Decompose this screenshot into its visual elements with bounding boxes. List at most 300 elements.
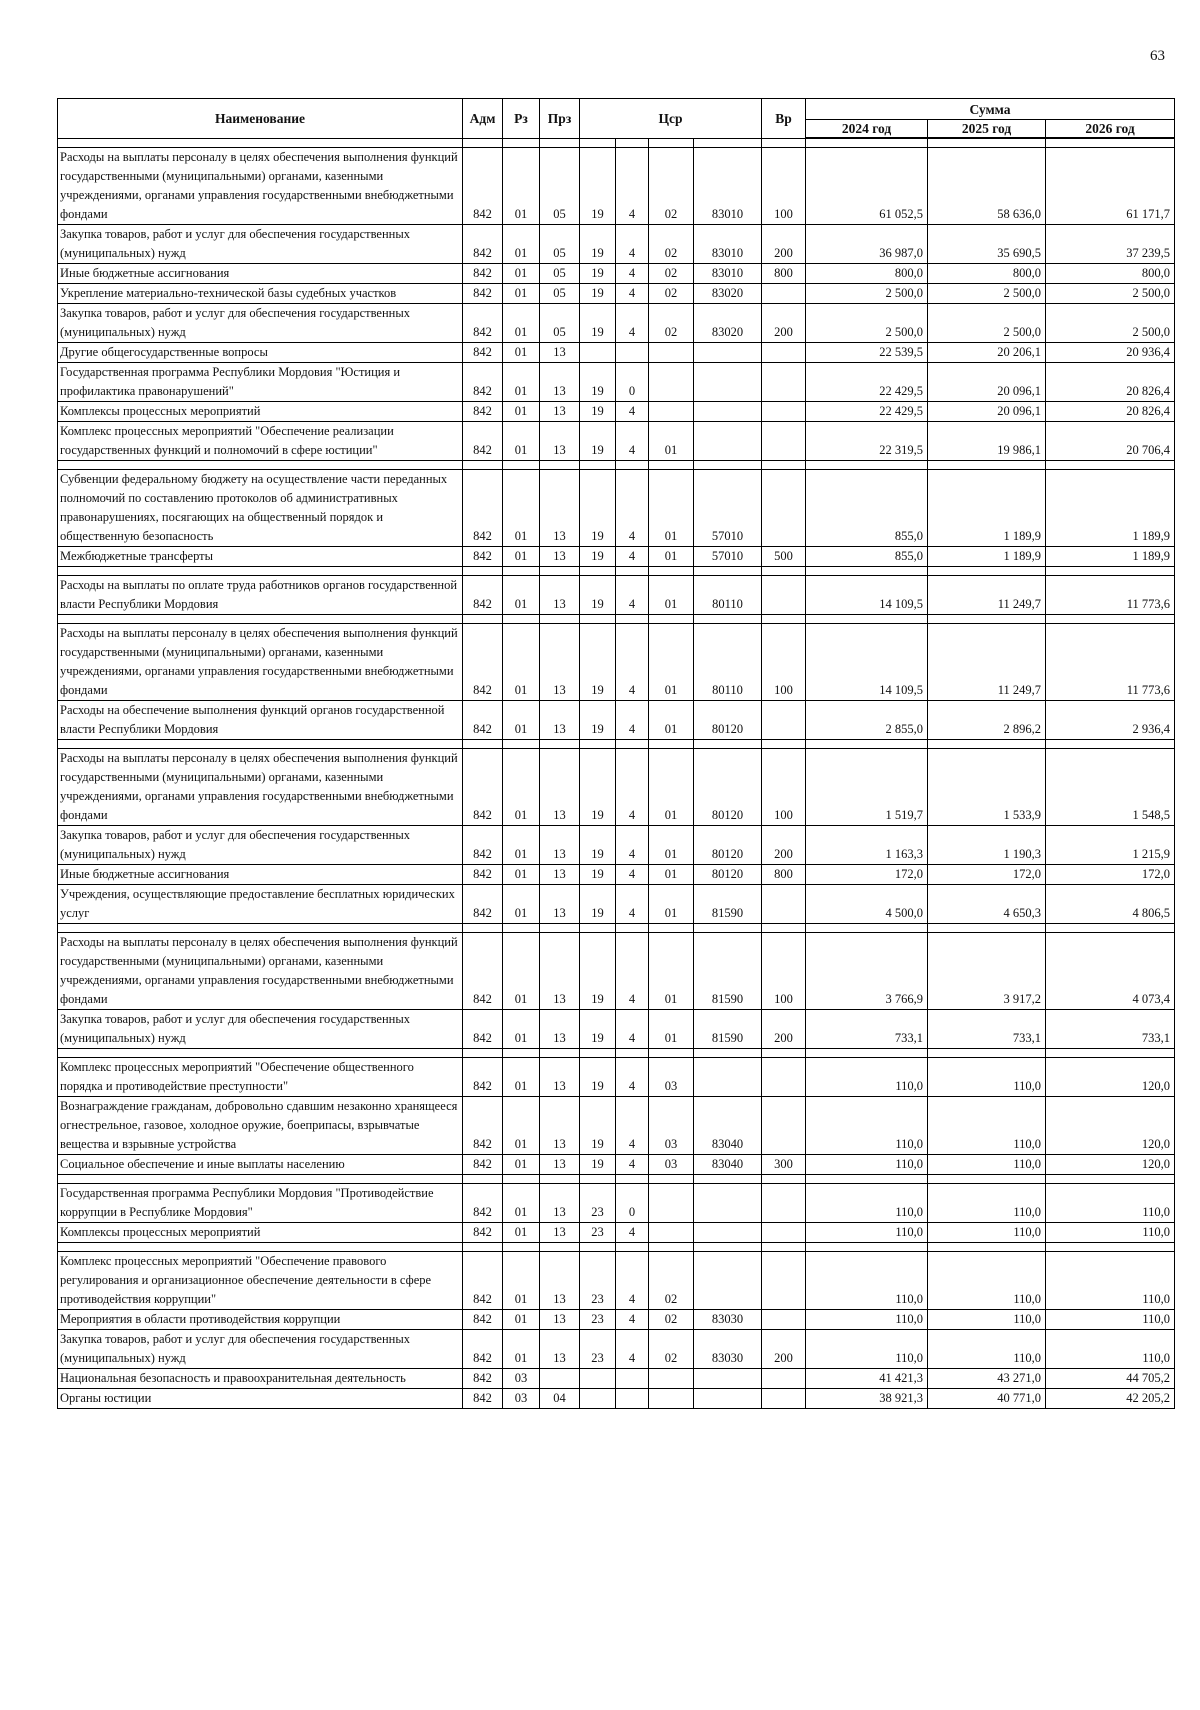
cell-csr-complex [649,363,694,402]
cell-adm: 842 [463,1223,503,1243]
cell-sum-2026: 1 189,9 [1046,547,1175,567]
spacer-cell [616,138,649,148]
cell-csr-program: 19 [580,148,616,225]
cell-csr-program [580,1369,616,1389]
spacer-cell [928,138,1046,148]
spacer-cell [806,1049,928,1058]
cell-csr-complex: 01 [649,422,694,461]
spacer-cell [58,461,463,470]
spacer-cell [694,740,762,749]
cell-adm: 842 [463,304,503,343]
cell-sum-2025: 110,0 [928,1058,1046,1097]
spacer-cell [1046,924,1175,933]
spacer-cell [580,1049,616,1058]
cell-sum-2025: 110,0 [928,1330,1046,1369]
spacer-cell [503,924,540,933]
spacer-cell [806,138,928,148]
cell-csr-program: 19 [580,363,616,402]
table-row [58,1010,1175,1049]
cell-sum-2024: 41 421,3 [806,1369,928,1389]
spacer-cell [540,138,580,148]
cell-csr-direction [694,1252,762,1310]
table-row [58,1155,1175,1175]
cell-csr-program: 19 [580,284,616,304]
cell-csr-type [616,1389,649,1409]
cell-prz: 13 [540,402,580,422]
cell-name: Комплекс процессных мероприятий "Обеспечение общественного порядка и противодействие преступности" [58,1058,463,1097]
cell-csr-complex: 02 [649,1310,694,1330]
cell-csr-program: 19 [580,422,616,461]
cell-csr-direction: 80120 [694,826,762,865]
cell-sum-2026: 20 826,4 [1046,363,1175,402]
cell-name: Закупка товаров, работ и услуг для обеспечения государственных (муниципальных) нужд [58,1330,463,1369]
cell-sum-2024: 3 766,9 [806,933,928,1010]
spacer-cell [58,567,463,576]
spacer-cell [806,567,928,576]
spacer-cell [649,461,694,470]
cell-csr-program: 19 [580,1010,616,1049]
cell-csr-type: 4 [616,402,649,422]
cell-name: Субвенции федеральному бюджету на осуществление части переданных полномочий по составлению протоколов об административных правонарушениях, посягающих на общественный порядок и общественную безопасность [58,470,463,547]
cell-csr-type [616,343,649,363]
cell-csr-complex: 01 [649,933,694,1010]
spacer-cell [649,615,694,624]
cell-csr-program: 23 [580,1252,616,1310]
cell-adm: 842 [463,1097,503,1155]
spacer-cell [762,567,806,576]
cell-prz: 13 [540,1223,580,1243]
spacer-cell [616,740,649,749]
cell-csr-complex [649,343,694,363]
header-csr: Цср [580,99,762,139]
cell-csr-type: 4 [616,826,649,865]
spacer-cell [762,924,806,933]
table-row [58,1310,1175,1330]
cell-prz: 04 [540,1389,580,1409]
cell-csr-program: 23 [580,1310,616,1330]
table-row [58,826,1175,865]
spacer-cell [540,615,580,624]
cell-name: Иные бюджетные ассигнования [58,264,463,284]
cell-sum-2024: 22 429,5 [806,363,928,402]
cell-csr-program: 23 [580,1330,616,1369]
cell-sum-2025: 1 190,3 [928,826,1046,865]
cell-csr-program: 19 [580,933,616,1010]
cell-adm: 842 [463,1252,503,1310]
cell-csr-type: 4 [616,148,649,225]
cell-sum-2025: 20 096,1 [928,363,1046,402]
cell-vr [762,576,806,615]
cell-name: Мероприятия в области противодействия коррупции [58,1310,463,1330]
spacer-cell [928,461,1046,470]
spacer-cell [540,461,580,470]
table-row [58,885,1175,924]
cell-sum-2026: 44 705,2 [1046,1369,1175,1389]
cell-csr-direction: 83020 [694,304,762,343]
cell-csr-program: 19 [580,885,616,924]
cell-csr-direction [694,1369,762,1389]
cell-csr-complex: 01 [649,1010,694,1049]
cell-csr-complex [649,1184,694,1223]
cell-csr-complex: 02 [649,225,694,264]
spacer-cell [503,1049,540,1058]
cell-prz: 05 [540,304,580,343]
spacer-cell [540,567,580,576]
cell-sum-2025: 110,0 [928,1223,1046,1243]
spacer-cell [649,138,694,148]
cell-csr-program: 19 [580,826,616,865]
cell-csr-program [580,343,616,363]
cell-sum-2026: 120,0 [1046,1097,1175,1155]
cell-sum-2025: 4 650,3 [928,885,1046,924]
cell-sum-2025: 1 189,9 [928,547,1046,567]
row-spacer [58,615,1175,624]
cell-csr-direction: 83010 [694,148,762,225]
cell-rz: 01 [503,1010,540,1049]
cell-prz: 05 [540,148,580,225]
page-number: 63 [1150,48,1165,64]
spacer-cell [463,740,503,749]
cell-prz: 05 [540,284,580,304]
cell-name: Укрепление материально-технической базы судебных участков [58,284,463,304]
cell-rz: 01 [503,304,540,343]
cell-vr: 300 [762,1155,806,1175]
cell-vr: 100 [762,749,806,826]
cell-rz: 01 [503,422,540,461]
cell-name: Расходы на выплаты персоналу в целях обеспечения выполнения функций государственными (муниципальными) органами, казенными учреждениями, органами управления государственными внебюджетными фондами [58,624,463,701]
cell-sum-2026: 733,1 [1046,1010,1175,1049]
cell-csr-direction [694,1184,762,1223]
cell-vr [762,1184,806,1223]
spacer-cell [540,1243,580,1252]
spacer-cell [616,1175,649,1184]
cell-name: Социальное обеспечение и иные выплаты населению [58,1155,463,1175]
cell-adm: 842 [463,547,503,567]
cell-csr-program: 19 [580,470,616,547]
cell-csr-complex: 01 [649,576,694,615]
cell-sum-2025: 110,0 [928,1097,1046,1155]
row-spacer [58,461,1175,470]
cell-sum-2025: 733,1 [928,1010,1046,1049]
cell-csr-type: 4 [616,1330,649,1369]
cell-rz: 01 [503,1097,540,1155]
cell-rz: 01 [503,576,540,615]
cell-sum-2024: 22 539,5 [806,343,928,363]
cell-sum-2024: 1 519,7 [806,749,928,826]
spacer-cell [806,461,928,470]
cell-sum-2024: 1 163,3 [806,826,928,865]
cell-prz: 05 [540,225,580,264]
cell-vr [762,1369,806,1389]
cell-csr-complex: 01 [649,624,694,701]
cell-sum-2025: 110,0 [928,1184,1046,1223]
cell-csr-direction [694,1223,762,1243]
cell-csr-program: 19 [580,701,616,740]
spacer-cell [503,138,540,148]
cell-csr-direction: 80120 [694,701,762,740]
spacer-cell [806,740,928,749]
cell-csr-type: 4 [616,1252,649,1310]
table-row [58,1223,1175,1243]
spacer-cell [58,1049,463,1058]
cell-name: Государственная программа Республики Мордовия "Юстиция и профилактика правонарушений" [58,363,463,402]
cell-csr-program: 19 [580,547,616,567]
cell-csr-type: 4 [616,885,649,924]
cell-rz: 01 [503,826,540,865]
cell-adm: 842 [463,885,503,924]
cell-vr [762,284,806,304]
cell-name: Межбюджетные трансферты [58,547,463,567]
cell-sum-2024: 110,0 [806,1330,928,1369]
cell-rz: 01 [503,148,540,225]
cell-sum-2025: 110,0 [928,1155,1046,1175]
cell-sum-2024: 855,0 [806,547,928,567]
cell-prz: 13 [540,865,580,885]
cell-csr-direction: 83010 [694,264,762,284]
cell-vr [762,1097,806,1155]
cell-name: Расходы на выплаты по оплате труда работников органов государственной власти Республики Мордовия [58,576,463,615]
cell-adm: 842 [463,264,503,284]
cell-prz: 13 [540,701,580,740]
cell-csr-program [580,1389,616,1409]
cell-sum-2026: 110,0 [1046,1330,1175,1369]
cell-csr-program: 19 [580,865,616,885]
cell-name: Другие общегосударственные вопросы [58,343,463,363]
spacer-cell [463,567,503,576]
cell-prz: 13 [540,422,580,461]
cell-adm: 842 [463,826,503,865]
table-row [58,1097,1175,1155]
cell-name: Закупка товаров, работ и услуг для обеспечения государственных (муниципальных) нужд [58,304,463,343]
spacer-cell [580,615,616,624]
spacer-cell [694,567,762,576]
spacer-cell [694,924,762,933]
cell-rz: 01 [503,749,540,826]
cell-csr-complex: 01 [649,701,694,740]
cell-rz: 01 [503,264,540,284]
cell-name: Иные бюджетные ассигнования [58,865,463,885]
cell-prz: 13 [540,470,580,547]
cell-csr-type: 4 [616,933,649,1010]
cell-csr-program: 19 [580,576,616,615]
spacer-cell [1046,740,1175,749]
spacer-cell [58,740,463,749]
cell-name: Комплексы процессных мероприятий [58,402,463,422]
cell-vr [762,1223,806,1243]
cell-sum-2024: 36 987,0 [806,225,928,264]
cell-csr-program: 19 [580,225,616,264]
spacer-cell [616,1049,649,1058]
spacer-cell [762,1049,806,1058]
cell-csr-type: 4 [616,624,649,701]
cell-csr-complex [649,402,694,422]
table-row [58,284,1175,304]
cell-rz: 01 [503,284,540,304]
cell-csr-direction: 81590 [694,933,762,1010]
cell-csr-type: 4 [616,576,649,615]
cell-csr-complex: 03 [649,1155,694,1175]
cell-name: Комплекс процессных мероприятий "Обеспечение реализации государственных функций и полномочий в сфере юстиции" [58,422,463,461]
spacer-cell [806,1243,928,1252]
cell-sum-2026: 42 205,2 [1046,1389,1175,1409]
cell-sum-2025: 11 249,7 [928,624,1046,701]
cell-sum-2024: 14 109,5 [806,624,928,701]
cell-adm: 842 [463,1310,503,1330]
cell-name: Государственная программа Республики Мордовия "Противодействие коррупции в Республике Мордовия" [58,1184,463,1223]
cell-prz: 13 [540,363,580,402]
header-year-2025: 2025 год [928,120,1046,139]
header-vr: Вр [762,99,806,139]
spacer-cell [503,740,540,749]
cell-csr-direction: 80120 [694,749,762,826]
cell-vr: 200 [762,826,806,865]
spacer-cell [463,615,503,624]
cell-prz: 13 [540,826,580,865]
cell-csr-type: 4 [616,284,649,304]
cell-sum-2024: 110,0 [806,1310,928,1330]
spacer-cell [580,740,616,749]
table-row [58,148,1175,225]
cell-csr-complex: 01 [649,885,694,924]
table-row [58,576,1175,615]
cell-csr-type: 4 [616,701,649,740]
cell-sum-2024: 2 855,0 [806,701,928,740]
cell-csr-program: 19 [580,1058,616,1097]
cell-sum-2026: 2 500,0 [1046,304,1175,343]
table-row [58,402,1175,422]
table-row [58,304,1175,343]
cell-vr: 200 [762,225,806,264]
cell-prz [540,1369,580,1389]
spacer-cell [540,740,580,749]
cell-csr-program: 23 [580,1223,616,1243]
cell-vr: 500 [762,547,806,567]
cell-csr-complex: 01 [649,749,694,826]
cell-rz: 01 [503,225,540,264]
cell-csr-direction: 81590 [694,1010,762,1049]
spacer-cell [928,740,1046,749]
spacer-cell [58,138,463,148]
spacer-cell [762,1175,806,1184]
cell-adm: 842 [463,865,503,885]
cell-rz: 01 [503,1223,540,1243]
cell-prz: 13 [540,1155,580,1175]
cell-csr-direction: 83030 [694,1310,762,1330]
spacer-cell [694,138,762,148]
spacer-cell [649,1049,694,1058]
cell-sum-2024: 22 429,5 [806,402,928,422]
spacer-cell [580,1243,616,1252]
table-row [58,1184,1175,1223]
table-row [58,470,1175,547]
cell-sum-2026: 11 773,6 [1046,624,1175,701]
cell-prz: 13 [540,1097,580,1155]
spacer-cell [649,1243,694,1252]
spacer-cell [762,615,806,624]
cell-sum-2025: 2 500,0 [928,284,1046,304]
spacer-cell [928,1175,1046,1184]
cell-sum-2026: 1 548,5 [1046,749,1175,826]
cell-csr-direction: 83010 [694,225,762,264]
cell-rz: 01 [503,1058,540,1097]
cell-prz: 13 [540,1184,580,1223]
cell-prz: 13 [540,1058,580,1097]
cell-vr [762,470,806,547]
cell-csr-complex: 03 [649,1097,694,1155]
cell-csr-direction [694,422,762,461]
table-row [58,624,1175,701]
cell-name: Расходы на выплаты персоналу в целях обеспечения выполнения функций государственными (муниципальными) органами, казенными учреждениями, органами управления государственными внебюджетными фондами [58,749,463,826]
cell-sum-2026: 4 806,5 [1046,885,1175,924]
cell-csr-type: 4 [616,1310,649,1330]
cell-vr [762,1252,806,1310]
cell-csr-type: 0 [616,363,649,402]
spacer-cell [616,461,649,470]
cell-adm: 842 [463,470,503,547]
cell-vr [762,363,806,402]
cell-sum-2024: 110,0 [806,1223,928,1243]
cell-prz: 13 [540,1310,580,1330]
spacer-cell [762,1243,806,1252]
cell-adm: 842 [463,624,503,701]
cell-rz: 01 [503,363,540,402]
table-row [58,422,1175,461]
spacer-cell [58,924,463,933]
cell-vr [762,885,806,924]
cell-csr-type: 4 [616,1097,649,1155]
cell-csr-program: 19 [580,624,616,701]
cell-csr-complex: 02 [649,1252,694,1310]
cell-vr: 100 [762,148,806,225]
spacer-cell [649,924,694,933]
table-header [58,99,1175,139]
spacer-cell [503,567,540,576]
row-spacer [58,740,1175,749]
spacer-cell [616,1243,649,1252]
cell-rz: 03 [503,1389,540,1409]
table-row [58,363,1175,402]
cell-csr-type: 0 [616,1184,649,1223]
cell-sum-2026: 20 936,4 [1046,343,1175,363]
cell-name: Расходы на выплаты персоналу в целях обеспечения выполнения функций государственными (муниципальными) органами, казенными учреждениями, органами управления государственными внебюджетными фондами [58,148,463,225]
spacer-cell [503,1243,540,1252]
header-rz: Рз [503,99,540,139]
spacer-cell [58,1175,463,1184]
cell-csr-complex: 02 [649,1330,694,1369]
cell-rz: 01 [503,470,540,547]
header-adm: Адм [463,99,503,139]
cell-sum-2024: 800,0 [806,264,928,284]
cell-csr-direction: 57010 [694,547,762,567]
cell-csr-type: 4 [616,470,649,547]
spacer-cell [503,461,540,470]
cell-csr-type: 4 [616,264,649,284]
cell-csr-direction [694,1389,762,1409]
cell-sum-2025: 1 533,9 [928,749,1046,826]
cell-adm: 842 [463,1058,503,1097]
cell-sum-2026: 1 189,9 [1046,470,1175,547]
cell-adm: 842 [463,576,503,615]
cell-adm: 842 [463,343,503,363]
cell-adm: 842 [463,1389,503,1409]
cell-rz: 01 [503,547,540,567]
spacer-cell [463,1175,503,1184]
spacer-cell [1046,461,1175,470]
cell-sum-2024: 110,0 [806,1184,928,1223]
cell-sum-2025: 40 771,0 [928,1389,1046,1409]
cell-adm: 842 [463,284,503,304]
header-sum: Сумма [806,99,1175,120]
